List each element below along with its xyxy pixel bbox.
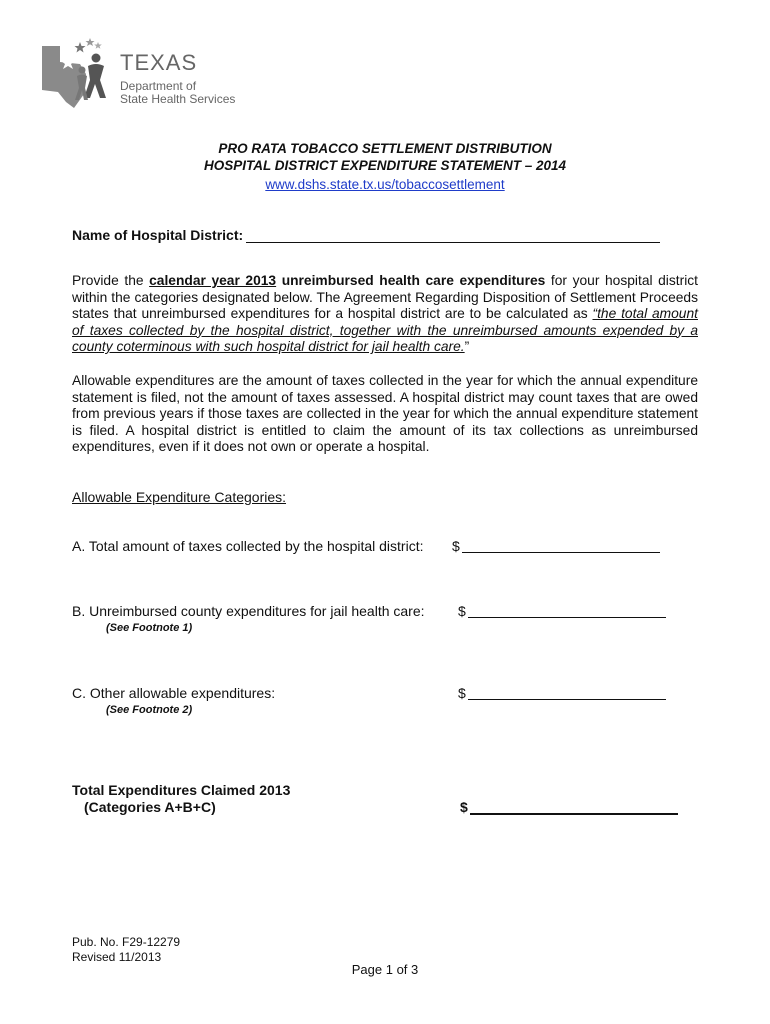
total-line1: Total Expenditures Claimed 2013 bbox=[72, 782, 291, 798]
category-c-footnote: (See Footnote 2) bbox=[106, 704, 193, 716]
para1-quote: “the total amount of taxes collected by the hospital district, together with the unreimbursed amounts expended by a county coterminous with such hospital district for jail health care. bbox=[72, 306, 698, 354]
category-b-footnote: (See Footnote 1) bbox=[106, 622, 193, 634]
total-line2: (Categories A+B+C) bbox=[84, 799, 216, 815]
hospital-district-label: Name of Hospital District: bbox=[72, 227, 244, 243]
page-number: Page 1 of 3 bbox=[351, 962, 419, 977]
categories-heading: Allowable Expenditure Categories: bbox=[72, 489, 287, 505]
publication-info bbox=[72, 935, 180, 965]
category-b-label: B. Unreimbursed county expenditures for jail health care: bbox=[72, 603, 425, 619]
category-c-input[interactable] bbox=[468, 699, 666, 700]
total-input[interactable] bbox=[470, 813, 678, 815]
category-c-dollar: $ bbox=[458, 685, 466, 701]
pub-number: Pub. No. F29-12279 bbox=[72, 935, 181, 949]
instructions-paragraph bbox=[72, 273, 698, 356]
website-link[interactable]: www.dshs.state.tx.us/tobaccosettlement bbox=[265, 177, 505, 192]
para1-expenditures: unreimbursed health care expenditures bbox=[276, 273, 546, 288]
total-label bbox=[72, 782, 290, 816]
para1-quote-close: ” bbox=[464, 339, 470, 354]
category-c-label: C. Other allowable expenditures: bbox=[72, 685, 276, 701]
logo-state-text: TEXAS bbox=[120, 50, 198, 75]
para1-calendar-year: calendar year 2013 bbox=[149, 273, 277, 288]
logo-agency-line2: State Health Services bbox=[120, 92, 236, 106]
allowable-expenditures-paragraph: Allowable expenditures are the amount of taxes collected in the year for which the annual expenditure statement is filed, not the amount of taxes assessed. A hospital district may count taxes that are owed from previous years if those taxes are collected in the year for which the annual expenditure statement is filed. A hospital district is entitled to claim the amount of its tax collections as unreimbursed expenditures, even if it does not own or operate a hospital. bbox=[72, 373, 698, 454]
para1-text-b: for your hospital district within the categories designated below. The Agreement Regarding Disposition of Settlement Proceeds states that unreimbursed expenditures for a hospital district are to be calculated as bbox=[72, 273, 698, 321]
category-a-dollar: $ bbox=[452, 538, 460, 554]
revised-date: Revised 11/2013 bbox=[72, 950, 162, 964]
category-a-label: A. Total amount of taxes collected by the hospital district: bbox=[72, 538, 424, 554]
total-dollar: $ bbox=[460, 799, 468, 815]
category-b-dollar: $ bbox=[458, 603, 466, 619]
logo-agency-line1: Department of bbox=[120, 79, 197, 93]
document-title-line1: PRO RATA TOBACCO SETTLEMENT DISTRIBUTION bbox=[218, 141, 552, 156]
hospital-district-input[interactable] bbox=[246, 242, 660, 243]
texas-map-icon bbox=[38, 36, 118, 116]
category-b-input[interactable] bbox=[468, 617, 666, 618]
category-a-input[interactable] bbox=[462, 552, 660, 553]
document-title-line2: HOSPITAL DISTRICT EXPENDITURE STATEMENT – 2014 bbox=[203, 158, 567, 173]
dshs-logo bbox=[38, 36, 238, 116]
para1-text-a: Provide the bbox=[72, 273, 150, 288]
